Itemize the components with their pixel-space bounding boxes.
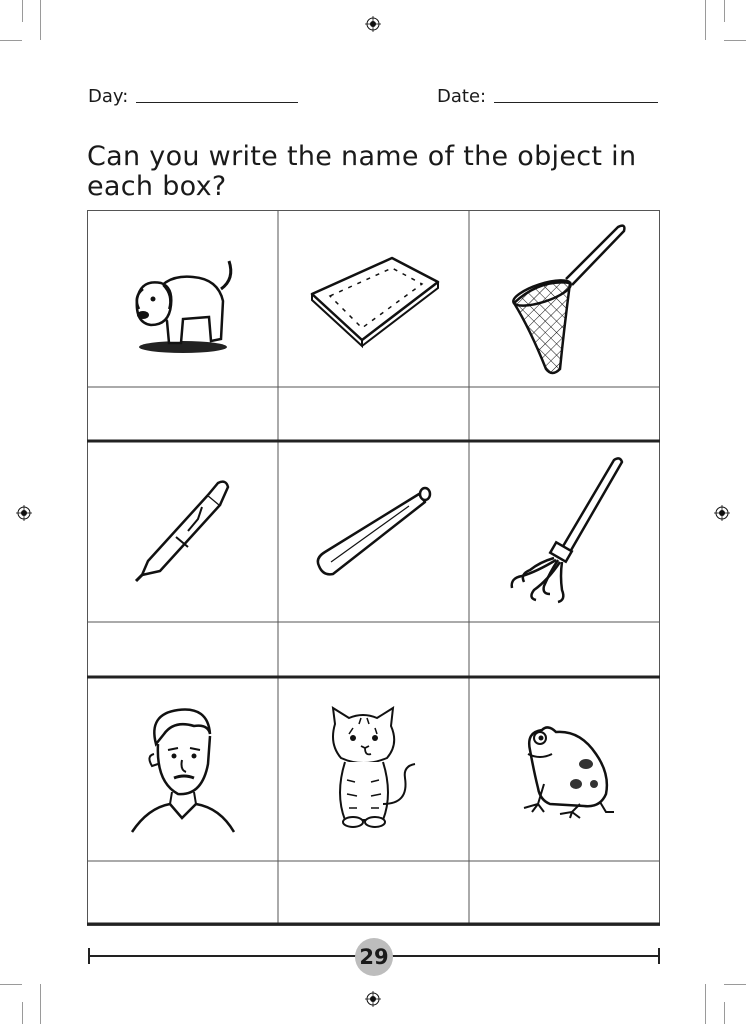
day-blank-line[interactable] bbox=[136, 101, 298, 103]
answer-box[interactable] bbox=[87, 622, 278, 677]
mop-icon bbox=[500, 452, 630, 612]
answer-box[interactable] bbox=[469, 861, 660, 924]
picture-box-cat bbox=[278, 677, 469, 861]
baseball-bat-icon bbox=[309, 482, 439, 582]
crop-mark bbox=[22, 0, 23, 22]
answer-box[interactable] bbox=[278, 861, 469, 924]
butterfly-net-icon bbox=[500, 219, 630, 379]
crop-mark bbox=[724, 0, 725, 22]
date-label: Date: bbox=[437, 86, 487, 107]
day-field bbox=[88, 86, 298, 107]
answer-box[interactable] bbox=[87, 861, 278, 924]
footer-rule-cap bbox=[658, 948, 660, 964]
crop-mark bbox=[40, 984, 41, 1024]
instruction-title: Can you write the name of the object in each box? bbox=[87, 141, 637, 202]
crop-mark bbox=[724, 984, 746, 985]
picture-box-mop bbox=[469, 441, 660, 622]
crop-mark bbox=[724, 40, 746, 41]
frog-icon bbox=[510, 714, 620, 824]
pen-icon bbox=[128, 477, 238, 587]
picture-box-man bbox=[87, 677, 278, 861]
footer-rule-cap bbox=[88, 948, 90, 964]
crop-mark bbox=[22, 1002, 23, 1024]
crop-mark bbox=[724, 1002, 725, 1024]
tray-icon bbox=[304, 244, 444, 354]
crop-mark bbox=[0, 984, 22, 985]
crop-mark bbox=[705, 0, 706, 40]
answer-box[interactable] bbox=[469, 387, 660, 441]
worksheet-grid bbox=[87, 210, 660, 926]
registration-mark-icon bbox=[365, 16, 381, 32]
registration-mark-icon bbox=[714, 505, 730, 521]
crop-mark bbox=[40, 0, 41, 40]
picture-box-pen bbox=[87, 441, 278, 622]
picture-box-butterfly-net bbox=[469, 210, 660, 387]
dog-icon bbox=[123, 239, 243, 359]
cat-icon bbox=[319, 704, 429, 834]
registration-mark-icon bbox=[16, 505, 32, 521]
crop-mark bbox=[705, 984, 706, 1024]
answer-box[interactable] bbox=[278, 622, 469, 677]
page-number: 29 bbox=[355, 938, 393, 976]
date-blank-line[interactable] bbox=[494, 101, 658, 103]
registration-mark-icon bbox=[365, 991, 381, 1007]
picture-box-tray bbox=[278, 210, 469, 387]
date-field bbox=[437, 86, 658, 107]
picture-box-baseball-bat bbox=[278, 441, 469, 622]
man-icon bbox=[128, 704, 238, 834]
answer-box[interactable] bbox=[278, 387, 469, 441]
day-label: Day: bbox=[88, 86, 129, 107]
answer-box[interactable] bbox=[87, 387, 278, 441]
picture-box-frog bbox=[469, 677, 660, 861]
crop-mark bbox=[0, 40, 22, 41]
answer-box[interactable] bbox=[469, 622, 660, 677]
picture-box-dog bbox=[87, 210, 278, 387]
